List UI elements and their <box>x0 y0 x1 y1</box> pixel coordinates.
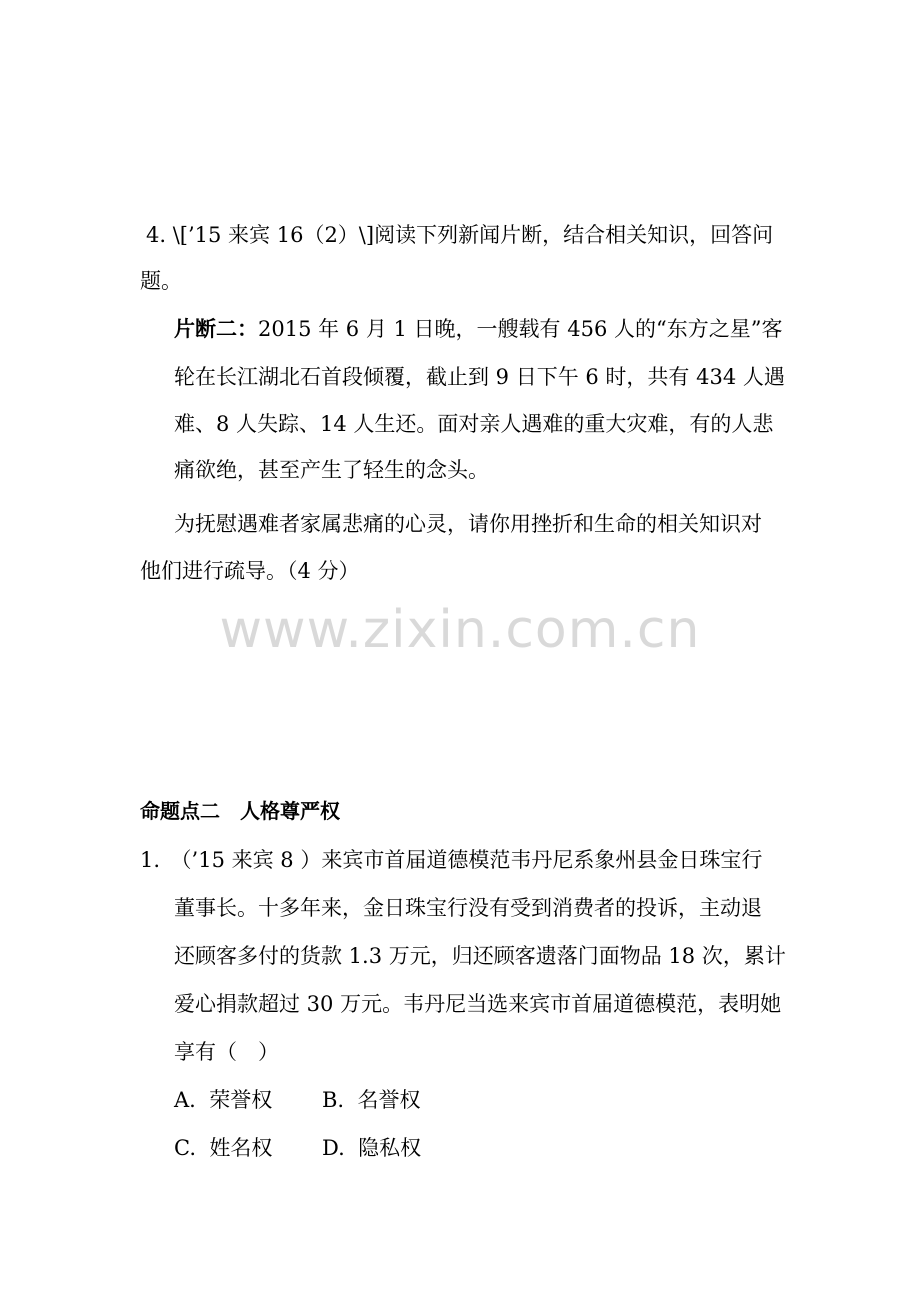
question1-line4: 爱心捐款超过 30 万元。韦丹尼当选来宾市首届道德模范，表明她 <box>174 992 782 1016</box>
fragment-line3: 难、8 人失踪、14 人生还。面对亲人遇难的重大灾难，有的人悲 <box>174 412 774 436</box>
option-a-text: 荣誉权 <box>209 1088 273 1112</box>
option-d-text: 隐私权 <box>358 1136 422 1160</box>
option-c-letter: C. <box>174 1136 196 1160</box>
option-b-text: 名誉权 <box>357 1088 421 1112</box>
fragment-label: 片断二： <box>174 316 258 341</box>
fragment-text1: 2015 年 6 月 1 日晚，一艘载有 456 人的“东方之星”客 <box>258 317 783 341</box>
option-c[interactable] <box>174 1133 272 1163</box>
fragment-line1 <box>174 314 782 344</box>
option-a[interactable] <box>174 1085 272 1115</box>
option-c-text: 姓名权 <box>209 1136 273 1160</box>
question1-line1: 1. （’15 来宾 8 ）来宾市首届道德模范韦丹尼系象州县金日珠宝行 <box>140 848 763 872</box>
fragment-line4: 痛欲绝，甚至产生了轻生的念头。 <box>174 458 489 482</box>
fragment-line2: 轮在长江湖北石首段倾覆，截止到 9 日下午 6 时，共有 434 人遇 <box>174 365 785 389</box>
question1-line5: 享有（ ） <box>174 1040 279 1064</box>
question1-line3: 还顾客多付的货款 1.3 万元，归还顾客遗落门面物品 18 次，累计 <box>174 944 786 968</box>
prompt-line1: 为抚慰遇难者家属悲痛的心灵，请你用挫折和生命的相关知识对 <box>174 512 762 536</box>
prompt-line2: 他们进行疏导。（4 分） <box>140 559 360 583</box>
question1-line2: 董事长。十多年来，金日珠宝行没有受到消费者的投诉，主动退 <box>174 896 762 920</box>
option-a-letter: A. <box>174 1088 196 1112</box>
question4-line1: 4. \[’15 来宾 16（2）\]阅读下列新闻片断，结合相关知识，回答问 <box>146 223 774 247</box>
option-b[interactable] <box>322 1085 420 1115</box>
section-heading: 命题点二 人格尊严权 <box>140 799 340 823</box>
option-d-letter: D. <box>322 1136 345 1160</box>
watermark: www.zixin.com.cn <box>219 600 701 660</box>
option-d[interactable] <box>322 1133 421 1163</box>
question4-line2: 题。 <box>140 269 182 293</box>
option-b-letter: B. <box>322 1088 345 1112</box>
